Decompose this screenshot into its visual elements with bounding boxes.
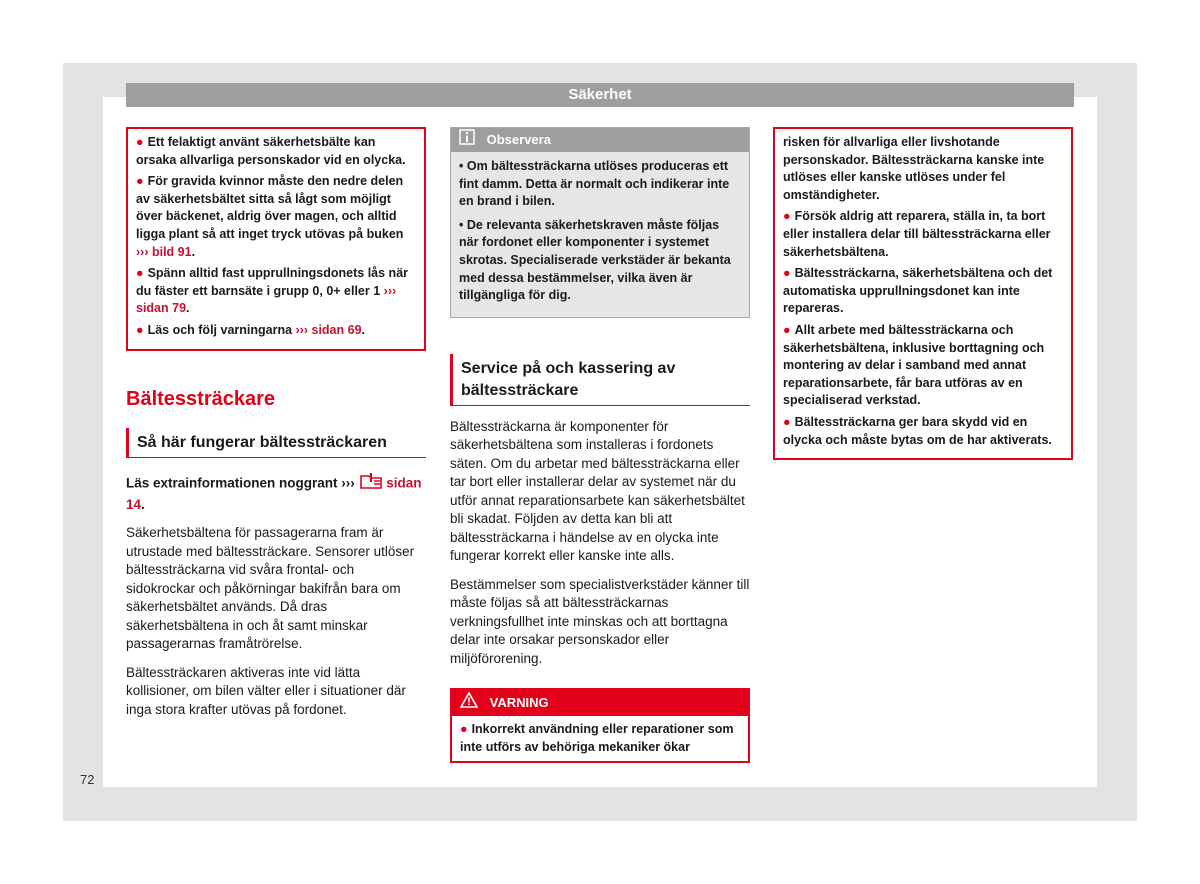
punctuation: . (186, 301, 190, 316)
subsection-title: Service på och kassering av bältessträckare (450, 354, 750, 406)
warning-item (783, 414, 1063, 449)
danger-text: Inkorrekt användning eller reparationer som inte utförs av behöriga mekaniker ökar (460, 722, 734, 754)
book-info-icon (359, 472, 383, 496)
warning-item (136, 265, 416, 318)
warning-item (136, 322, 416, 340)
page-number: 72 (80, 772, 95, 787)
bullet-icon: • (459, 159, 464, 173)
note-text: De relevanta säkerhetskraven måste följas när fordonet eller komponenter i systemet skrotas. Specialiserade verkstäder är bekanta med dessa bestämmelser, vilka även är tillgängliga för dig. (459, 217, 731, 303)
bullet-icon: ● (136, 322, 144, 337)
reference-link-sidan-79[interactable]: ››› sidan 79 (136, 283, 397, 316)
bullet-icon: ● (783, 414, 791, 429)
danger-body (452, 716, 748, 761)
warning-item (783, 322, 1063, 410)
warning-text: Bältessträckarna, säkerhetsbältena och det automatiska upprullningsdonet kan inte repareras. (783, 266, 1053, 316)
note-title: Observera (486, 132, 551, 147)
warning-item (136, 134, 416, 169)
bullet-icon: ● (136, 266, 144, 281)
bullet-icon: • (459, 217, 464, 232)
column-right (773, 127, 1073, 460)
warning-text: Läs och följ varningarna (147, 322, 293, 337)
subsection-title: Så här fungerar bältessträckaren (126, 428, 426, 458)
bullet-icon: ● (783, 209, 791, 224)
warning-text: Allt arbete med bältessträckarna och säkerhetsbältena, inklusive borttagning och montering av delar i samband med annat reparationsarbete, får bara utföras av en specialiserad verkstad. (783, 322, 1045, 408)
paragraph: Säkerhetsbältena för passagerarna fram är utrustade med bältessträckare. Sensorer utlöser bältessträckarna vid svåra frontal- och sidokrockar och påkörningar bakifrån bara om säkerhetsbältet används. Då dras säkerhetsbältena in och åt samt minskar passagerarnas framåtrörelse. (126, 525, 415, 651)
section-title: Bältessträckare (126, 388, 275, 410)
note-body (451, 152, 749, 317)
note-box (450, 127, 750, 318)
warning-text: Bältessträckarna ger bara skydd vid en olycka och måste bytas om de har aktiverats. (783, 414, 1052, 447)
bullet-icon: ● (783, 266, 791, 281)
warning-box-continued (773, 127, 1073, 460)
note-item (459, 217, 741, 305)
intro-line (126, 472, 426, 514)
warning-text: Försök aldrig att reparera, ställa in, ta bort eller installera delar till bältessträckarna eller säkerhetsbältena. (783, 209, 1051, 259)
chapter-header: Säkerhet (126, 83, 1074, 107)
bullet-icon: ● (460, 722, 468, 736)
bullet-icon: ● (783, 322, 791, 337)
reference-link-sidan-14[interactable]: sidan 14 (126, 475, 422, 512)
warning-item (783, 265, 1063, 318)
reference-link-bild-91[interactable]: ››› bild 91 (136, 244, 192, 259)
warning-triangle-icon (460, 691, 478, 717)
column-middle (450, 127, 750, 678)
column-left (126, 127, 426, 351)
note-item (459, 158, 741, 211)
note-text: Om bältessträckarna utlöses produceras ett fint damm. Detta är normalt och indikerar inte en brand i bilen. (459, 159, 730, 209)
danger-box (450, 688, 750, 763)
punctuation: . (141, 496, 145, 512)
paragraph: Bestämmelser som specialistverkstäder känner till måste följas så att bältessträckarnas verkningsfullhet inte minskas och att borttagna delar inte orsakar personskador eller miljöförorening. (450, 576, 750, 666)
punctuation: . (191, 244, 196, 259)
warning-item (783, 208, 1063, 261)
note-header (451, 128, 749, 152)
bullet-icon: ● (136, 135, 144, 149)
danger-header (452, 690, 748, 716)
reference-link-sidan-69[interactable]: ››› sidan 69 (295, 322, 362, 337)
paragraph: Bältessträckaren aktiveras inte vid lätta kollisioner, om bilen välter eller i situationer där inga stora krafter utövas på fordonet. (126, 664, 406, 717)
warning-item (136, 173, 416, 261)
warning-text: Spänn alltid fast upprullningsdonets lås när du fäster ett barnsäte i grupp 0, 0+ eller 1 (136, 266, 409, 298)
warning-text: Ett felaktigt använt säkerhetsbälte kan orsaka allvarliga personskador vid en olycka. (136, 135, 406, 167)
paragraph: Bältessträckarna är komponenter för säkerhetsbältena som installeras i fordonets säten. Om du arbetar med bältessträckarna eller tar bort eller installerar delar av systemet när du utför annat reparationsarbete kan säkerhetsbältet bli skadat. Följden av detta kan bli att bältessträckarna i händelse av en olycka inte fungerar korrekt eller kanske inte alls. (450, 418, 745, 564)
warning-box-seatbelt (126, 127, 426, 351)
column-left-body (126, 428, 426, 729)
info-icon (459, 129, 475, 153)
punctuation: . (361, 322, 366, 337)
warning-text: För gravida kvinnor måste den nedre delen av säkerhetsbältet sitta så lågt som möjligt över bäckenet, aldrig över magen, och alltid ligga plant så att inget tryck utövas på buken (136, 174, 404, 241)
bullet-icon: ● (136, 174, 144, 189)
continued-text: risken för allvarliga eller livshotande personskador. Bältessträckarna kanske inte utlöses eller kanske utlöses under fel omständigheter. (783, 135, 1045, 202)
intro-text: Läs extrainformationen noggrant ››› (126, 475, 355, 491)
danger-title: VARNING (489, 695, 549, 710)
